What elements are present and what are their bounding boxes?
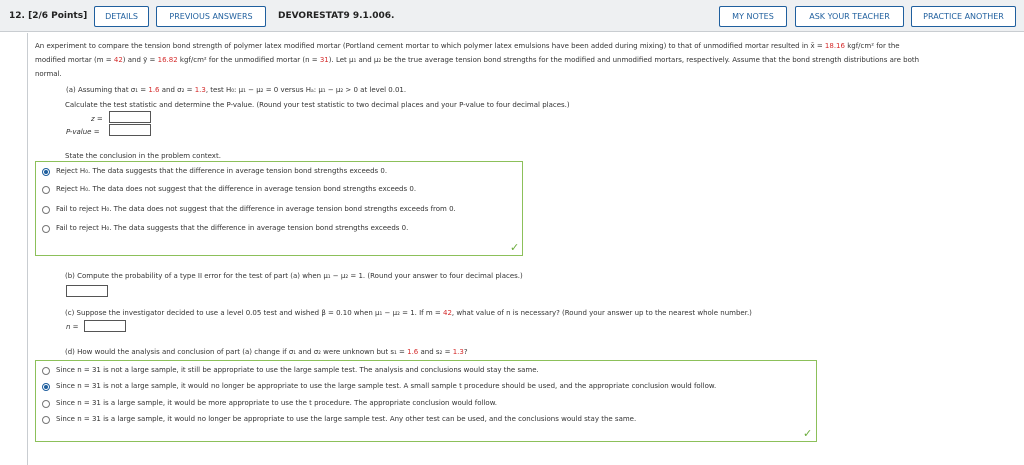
n-value: 31 xyxy=(319,56,329,64)
part-b-question: (b) Compute the probability of a type II error for the test of part (a) when μ₁ − μ₂ = 1. (Round your answer to four decimal places.) xyxy=(65,272,523,280)
part-c-input[interactable] xyxy=(84,320,126,332)
part-d-option-3[interactable]: Since n = 31 is a large sample, it would be more appropriate to use the t procedure. The appropriate conclusion would follow. xyxy=(56,399,497,407)
part-a-option-radio[interactable] xyxy=(42,168,50,176)
intro-line-1: An experiment to compare the tension bond strength of polymer latex modified mortar (Portland cement mortar to which polymer latex emulsions have been added during mixing) to that of unmodified mortar resulted in x̄ = 18.16 kgf/cm² for the xyxy=(35,42,900,50)
part-a-options-box xyxy=(35,161,523,256)
question-number: 12. [2/6 Points] xyxy=(9,11,88,21)
part-a-option-3[interactable]: Fail to reject H₀. The data does not suggest that the difference in average tension bond strengths exceeds from 0. xyxy=(56,205,456,213)
part-c-question: (c) Suppose the investigator decided to use a level 0.05 test and wished β = 0.10 when μ₁ − μ₂ = 1. If m = 42, what value of n is necessary? (Round your answer up to the nearest whole number.) xyxy=(65,309,752,317)
sigma2-value: 1.3 xyxy=(194,86,206,94)
z-input[interactable] xyxy=(109,111,151,123)
part-a-question: (a) Assuming that σ₁ = 1.6 and σ₂ = 1.3, test H₀: μ₁ − μ₂ = 0 versus Hₐ: μ₁ − μ₂ > 0 at level 0.01. xyxy=(66,86,407,94)
correct-check-icon: ✓ xyxy=(803,427,813,440)
part-d-option-1[interactable]: Since n = 31 is not a large sample, it still be appropriate to use the large sample test. The analysis and conclusions would stay the same. xyxy=(56,366,539,374)
p-value-label: P-value = xyxy=(66,128,100,136)
question-panel xyxy=(27,33,1024,465)
question-header xyxy=(0,0,1024,32)
previous-answers-button[interactable]: PREVIOUS ANSWERS xyxy=(156,6,266,27)
intro-line-3: normal. xyxy=(35,70,62,78)
part-d-question: (d) How would the analysis and conclusion of part (a) change if σ₁ and σ₂ were unknown but s₁ = 1.6 and s₂ = 1.3? xyxy=(65,348,468,356)
part-a-option-radio[interactable] xyxy=(42,225,50,233)
s2-value: 1.3 xyxy=(452,348,464,356)
practice-another-button[interactable]: PRACTICE ANOTHER xyxy=(911,6,1016,27)
ask-teacher-button[interactable]: ASK YOUR TEACHER xyxy=(795,6,904,27)
details-button[interactable]: DETAILS xyxy=(94,6,149,27)
sigma1-value: 1.6 xyxy=(148,86,160,94)
problem-code: DEVORESTAT9 9.1.006. xyxy=(278,11,395,21)
part-d-option-radio[interactable] xyxy=(42,383,50,391)
part-a-option-4[interactable]: Fail to reject H₀. The data suggests that the difference in average tension bond strengths exceeds 0. xyxy=(56,224,409,232)
part-d-option-2[interactable]: Since n = 31 is not a large sample, it would no longer be appropriate to use the large sample test. A small sample t procedure should be used, and the appropriate conclusion would follow. xyxy=(56,382,717,390)
part-d-option-radio[interactable] xyxy=(42,367,50,375)
part-d-option-radio[interactable] xyxy=(42,416,50,424)
part-a-option-radio[interactable] xyxy=(42,186,50,194)
xbar-value: 18.16 xyxy=(824,42,845,50)
part-d-options-box xyxy=(35,360,817,442)
part-a-instructions: Calculate the test statistic and determine the P-value. (Round your test statistic to two decimal places and your P-value to four decimal places.) xyxy=(65,101,570,109)
part-a-option-2[interactable]: Reject H₀. The data does not suggest that the difference in average tension bond strengths exceeds 0. xyxy=(56,185,417,193)
conclusion-prompt: State the conclusion in the problem context. xyxy=(65,152,221,160)
my-notes-button[interactable]: MY NOTES xyxy=(719,6,787,27)
part-d-option-radio[interactable] xyxy=(42,400,50,408)
part-b-input[interactable] xyxy=(66,285,108,297)
m-value: 42 xyxy=(113,56,123,64)
n-label: n = xyxy=(66,323,79,331)
intro-line-2: modified mortar (m = 42) and ȳ = 16.82 kgf/cm² for the unmodified mortar (n = 31). Let μ₁ and μ₂ be the true average tension bond strengths for the modified and unmodified mortars, respectively. Assume that the bond strength distributions are both xyxy=(35,56,920,64)
p-value-input[interactable] xyxy=(109,124,151,136)
part-c-m-value: 42 xyxy=(443,309,452,317)
correct-check-icon: ✓ xyxy=(510,241,520,254)
z-label: z = xyxy=(91,115,103,123)
s1-value: 1.6 xyxy=(407,348,419,356)
part-a-option-1[interactable]: Reject H₀. The data suggests that the difference in average tension bond strengths exceeds 0. xyxy=(56,167,388,175)
ybar-value: 16.82 xyxy=(157,56,178,64)
part-a-option-radio[interactable] xyxy=(42,206,50,214)
part-d-option-4[interactable]: Since n = 31 is a large sample, it would no longer be appropriate to use the large sample test. Any other test can be used, and the conclusions would stay the same. xyxy=(56,415,637,423)
